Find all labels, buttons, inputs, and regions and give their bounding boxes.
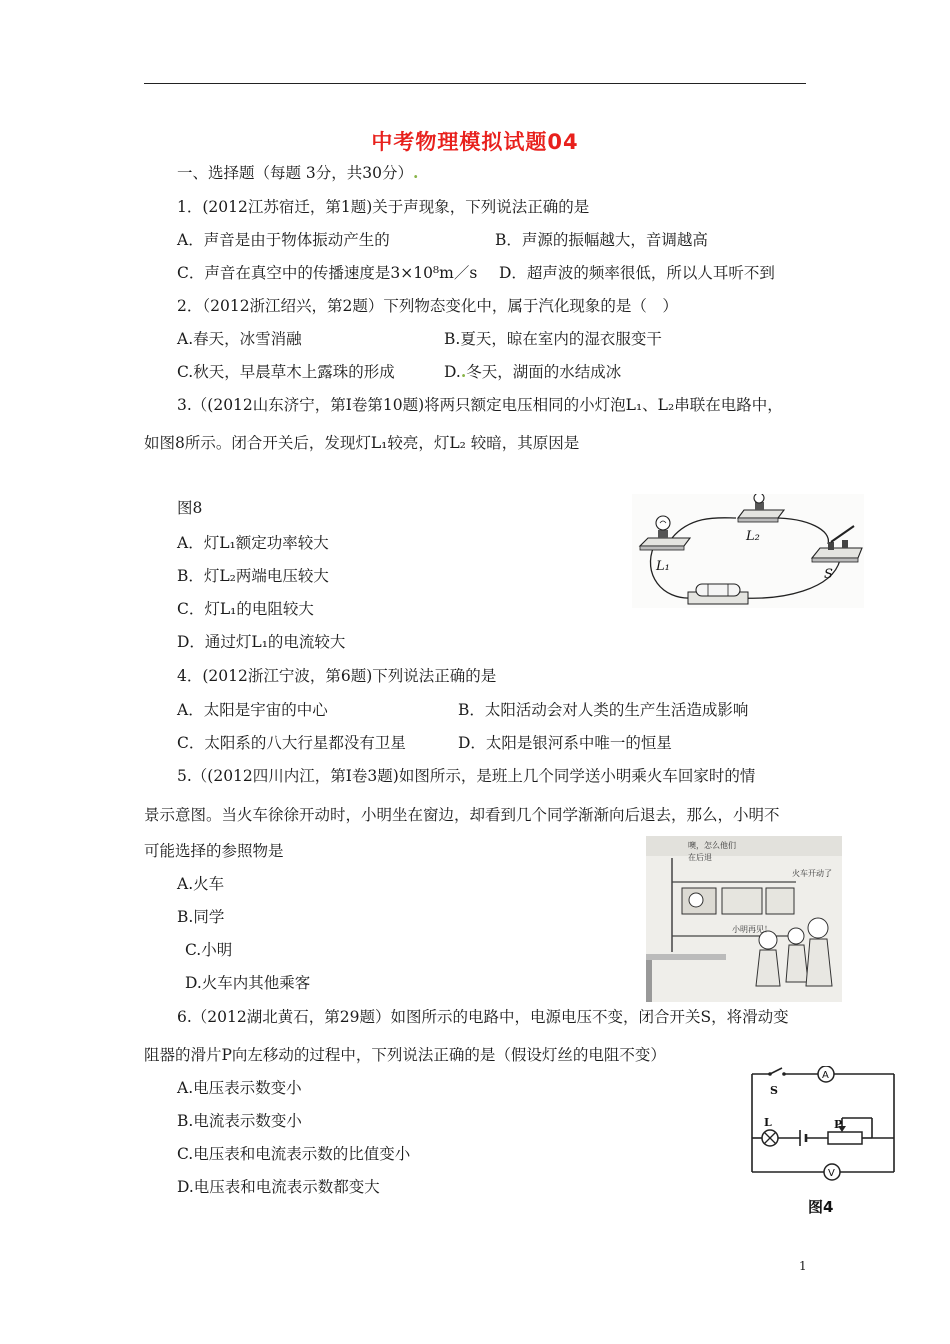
q6-stem-line1: 6.（2012湖北黄石，第29题）如图所示的电路中，电源电压不变，闭合开关S，将滑动变 xyxy=(177,1008,789,1026)
q5-train-illustration xyxy=(646,836,842,1002)
q3-figure-l2-label: L₂ xyxy=(746,529,760,544)
page-title: 中考物理模拟试题04 xyxy=(371,130,579,154)
q6-option-d: D.电压表和电流表示数都变大 xyxy=(177,1178,380,1196)
page-number: 1 xyxy=(799,1259,807,1273)
q1-option-d: D．超声波的频率很低，所以人耳听不到 xyxy=(499,264,775,282)
q5-option-a: A.火车 xyxy=(177,875,225,893)
q5-stem-line2: 景示意图。当火车徐徐开动时，小明坐在窗边，却看到几个同学渐渐向后退去，那么，小明不 xyxy=(144,806,780,824)
q3-option-b: B．灯L₂两端电压较大 xyxy=(177,567,329,585)
q3-figure-label: 图8 xyxy=(177,499,203,517)
q6-figure-s-label: S xyxy=(770,1084,778,1097)
q4-option-c: C．太阳系的八大行星都没有卫星 xyxy=(177,734,406,752)
q2-option-d: D..冬天，湖面的水结成冰 xyxy=(444,362,622,381)
q3-option-c: C．灯L₁的电阻较大 xyxy=(177,600,314,618)
q4-stem: 4．(2012浙江宁波，第6题)下列说法正确的是 xyxy=(177,667,497,685)
q1-option-a: A．声音是由于物体振动产生的 xyxy=(177,231,390,249)
q6-stem-line2: 阻器的滑片P向左移动的过程中，下列说法正确的是（假设灯丝的电阻不变） xyxy=(144,1046,666,1064)
q6-figure-voltmeter-label: V xyxy=(828,1168,835,1179)
q5-bubble-text-1: 噢，怎么他们 xyxy=(688,841,736,850)
q5-stem-line1: 5.（(2012四川内江，第Ⅰ卷3题)如图所示，是班上几个同学送小明乘火车回家时的情 xyxy=(177,767,756,785)
q2-option-a: A.春天，冰雪消融 xyxy=(177,330,302,348)
q4-option-d: D．太阳是银河系中唯一的恒星 xyxy=(458,734,672,752)
q1-option-c: C．声音在真空中的传播速度是3×10⁸m／s xyxy=(177,264,478,282)
q3-option-a: A．灯L₁额定功率较大 xyxy=(177,534,329,552)
q3-stem-line1: 3.（(2012山东济宁，第Ⅰ卷第10题)将两只额定电压相同的小灯泡L₁、L₂串联在电路中， xyxy=(177,396,783,414)
q3-figure-s-label: S xyxy=(824,567,833,582)
q6-figure-label: 图4 xyxy=(808,1198,834,1216)
q3-stem-line2: 如图8所示。闭合开关后，发现灯L₁较亮，灯L₂ 较暗，其原因是 xyxy=(144,434,580,452)
q1-stem: 1．(2012江苏宿迁，第1题)关于声现象，下列说法正确的是 xyxy=(177,198,590,216)
q1-option-b: B．声源的振幅越大，音调越高 xyxy=(495,231,708,249)
q6-circuit-figure xyxy=(746,1066,900,1218)
q3-option-d: D．通过灯L₁的电流较大 xyxy=(177,633,346,651)
q2-option-b: B.夏天，晾在室内的湿衣服变干 xyxy=(444,330,662,348)
q5-option-d: D.火车内其他乘客 xyxy=(185,974,311,992)
header-rule xyxy=(144,83,806,84)
q6-option-a: A.电压表示数变小 xyxy=(177,1079,302,1097)
q6-option-c: C.电压表和电流表示数的比值变小 xyxy=(177,1145,411,1163)
q4-option-b: B．太阳活动会对人类的生产生活造成影响 xyxy=(458,701,749,719)
q2-option-c: C.秋天，早晨草木上露珠的形成 xyxy=(177,363,395,381)
q6-figure-p-label: P xyxy=(834,1118,843,1131)
q5-option-c: C.小明 xyxy=(185,941,233,959)
q5-bubble-text-2: 火车开动了 xyxy=(792,869,832,878)
q6-figure-ammeter-label: A xyxy=(822,1070,829,1081)
q2-stem: 2．（2012浙江绍兴，第2题）下列物态变化中，属于汽化现象的是（ ） xyxy=(177,297,678,315)
q5-bubble-text-3: 小明再见！ xyxy=(732,925,772,934)
q5-option-b: B.同学 xyxy=(177,908,225,926)
q6-option-b: B.电流表示数变小 xyxy=(177,1112,302,1130)
q6-figure-l-label: L xyxy=(764,1116,772,1129)
q5-bubble-text-1b: 在后退 xyxy=(688,853,712,862)
q3-circuit-figure xyxy=(632,494,864,608)
q4-option-a: A．太阳是宇宙的中心 xyxy=(177,701,328,719)
q3-figure-l1-label: L₁ xyxy=(656,559,670,574)
section-heading: 一、选择题（每题 3分，共30分）. xyxy=(177,163,419,182)
q5-stem-line3: 可能选择的参照物是 xyxy=(144,842,284,860)
